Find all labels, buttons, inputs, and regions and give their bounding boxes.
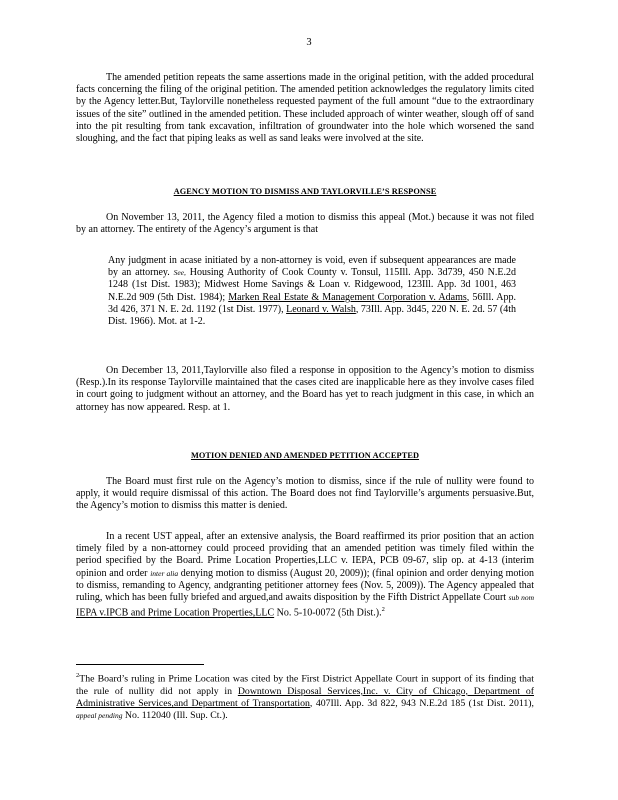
case-downtown-disposal: Downtown Disposal Services,Inc. v. City of Chicago, Department of Administrative Services,and Department of Transportation — [76, 685, 534, 710]
footnote-ref: 2 — [381, 606, 385, 614]
phrase-appeal-pending: appeal pending — [76, 711, 123, 721]
paragraph-agency-motion: On November 13, 2011, the Agency filed a motion to dismiss this appeal (Mot.) because it was not filed by an attorney. The entirety of the Agency’s argument is that — [76, 212, 534, 236]
block-quote-agency-argument: Any judgment in acase initiated by a non-attorney is void, even if subsequent appearances are made by an attorney. See, Housing Authority of Cook County v. Tonsul, 115Ill. App. 3d739, 450 N.E.2d 1248 (1st Dist. 1983); Midwest Home Savings & Loan v. Ridgewood, 123Ill. App. 3d 1001, 463 N.E.2d 909 (5th Dist. 1984); Marken Real Estate & Management Corporation v. Adams, 56Ill. App. 3d 426, 371 N. E. 2d. 1192 (1st Dist. 1977), Leonard v. Walsh, 73Ill. App. 3d45, 220 N. E. 2d. 57 (4th Dist. 1966). Mot. at 1-2. — [108, 255, 517, 328]
phrase-inter-alia: inter alia — [150, 568, 179, 578]
case-marken: Marken Real Estate & Management Corporation v. Adams — [228, 291, 467, 303]
page-number: 3 — [306, 37, 312, 48]
footnote-marker: 2 — [76, 672, 80, 679]
paragraph-taylorville-response: On December 13, 2011,Taylorville also filed a response in opposition to the Agency’s motion to dismiss (Resp.).In its response Taylorville maintained that the cases cited are inapplicable here as they involve cases filed in court going to judgment without an attorney, and the Board has yet to reach judgment in this case, in which an attorney has now appeared. Resp. at 1. — [76, 365, 534, 413]
paragraph-prime-location: In a recent UST appeal, after an extensive analysis, the Board reaffirmed its prior position that an action timely filed by a non-attorney could proceed providing that an amended petition was timely filed within the period specified by the Board. Prime Location Properties,LLC v. IEPA, PCB 09-67, slip op. at 4-13 (interim opinion and order inter alia denying motion to dismiss (August 20, 2009)); (final opinion and order denying motion to dismiss, remanding to Agency, andgranting petitioner attorney fees (Nov. 5, 2009)). The Agency appealed that ruling, which has been fully briefed and argued,and awaits disposition by the Fifth District Appellate Court sub nom IEPA v.IPCB and Prime Location Properties,LLC No. 5-10-0072 (5th Dist.).$^2$ — [76, 531, 534, 619]
footnote: $^2$The Board’s ruling in Prime Location was cited by the First District Appellate Court in support of its finding that the rule of nullity did not apply in Downtown Disposal Services,Inc. v. City of Chicago, Department of Administrative Services,and Department of Transportation, 407Ill. App. 3d 822, 943 N.E.2d 185 (1st Dist. 2011), appeal pending No. 112040 (Ill. Sup. Ct.). — [76, 672, 534, 722]
signal-see: See, — [173, 268, 186, 278]
case-iepa-v-ipcb: IEPA v.IPCB and Prime Location Properties,LLC — [76, 607, 275, 619]
footnote-divider — [76, 664, 204, 665]
case-leonard: Leonard v. Walsh — [286, 303, 356, 315]
section-heading-agency-motion: AGENCY MOTION TO DISMISS AND TAYLORVILLE’S RESPONSE — [173, 187, 437, 196]
paragraph-amended-petition: The amended petition repeats the same assertions made in the original petition, with the added procedural facts concerning the filing of the original petition. The amended petition acknowledges the regulatory limits cited by the Agency letter.But, Taylorville nonetheless requested payment of the full amount “due to the extraordinary issues of the site” outlined in the amended petition. These included approach of winter weather, slough off of sand into the pit resulting from tank excavation, infiltration of groundwater into the hole which worsened the sand sloughing, and the fact that piping leaks as well as sand leaks were involved at the site. — [76, 72, 534, 145]
section-heading-motion-denied: MOTION DENIED AND AMENDED PETITION ACCEPTED — [190, 451, 420, 460]
phrase-sub-nom: sub nom — [508, 593, 534, 603]
paragraph-board-ruling: The Board must first rule on the Agency’s motion to dismiss, since if the rule of nullity were found to apply, it would require dismissal of this action. The Board does not find Taylorville’s arguments persuasive.But, the Agency’s motion to dismiss this matter is denied. — [76, 476, 534, 512]
